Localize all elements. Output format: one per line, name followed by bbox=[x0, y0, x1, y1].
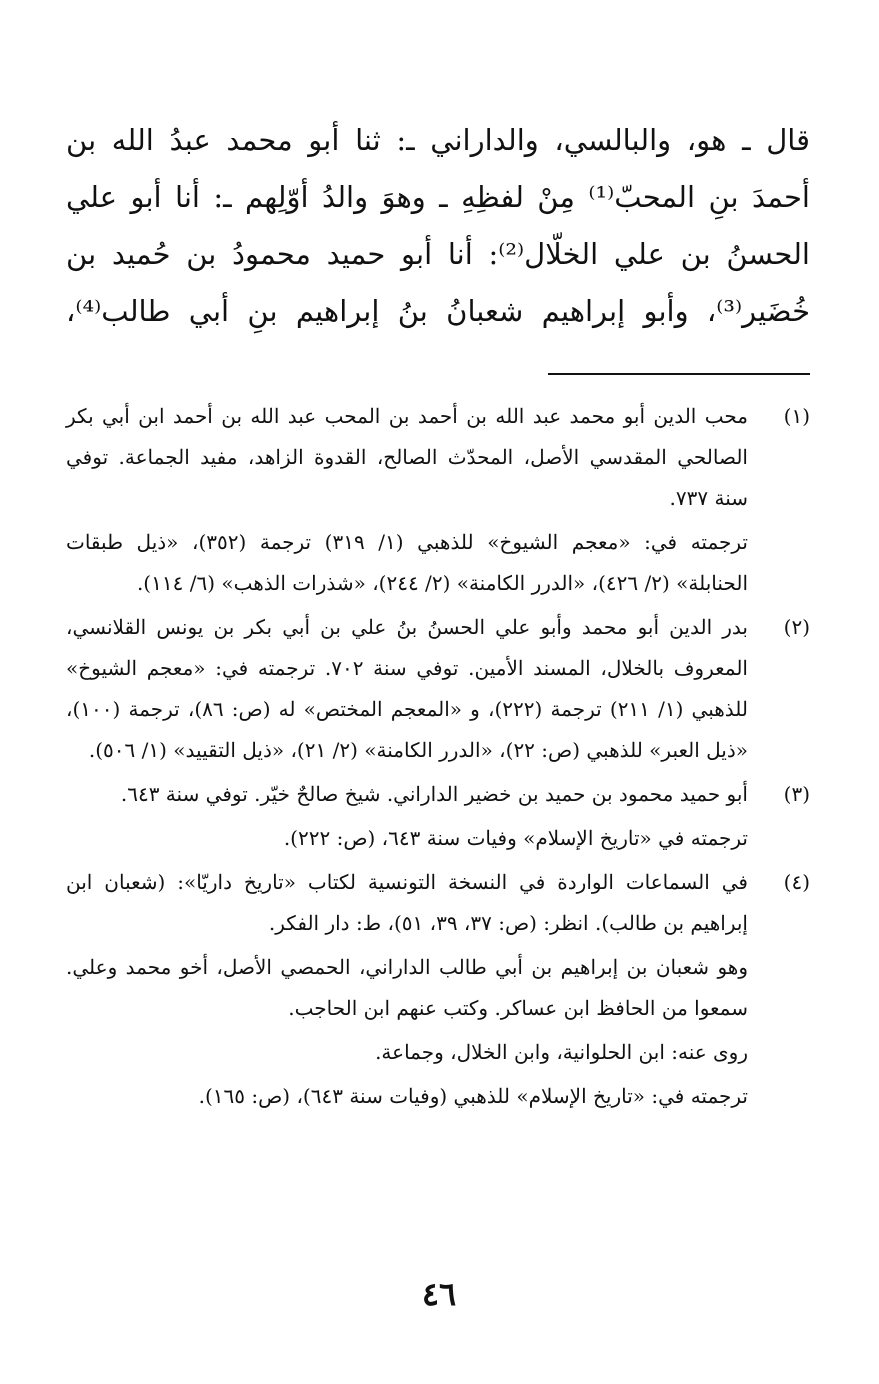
footnote-paragraph: ترجمته في: «معجم الشيوخ» للذهبي (١/ ٣١٩) ترجمة (٣٥٢)، «ذيل طبقات الحنابلة» (٢/ ٤٢٦)، «الدرر الكامنة» (٢/ ٢٤٤)، «شذرات الذهب» (٦/ ١١٤). bbox=[66, 530, 748, 595]
footnote-number: (٣) bbox=[783, 782, 810, 806]
main-text-line: أحمدَ بنِ المحبّ⁽¹⁾ مِنْ لفظِهِ ـ وهوَ والدُ أوّلِهم ـ: أنا أبو علي bbox=[66, 180, 810, 214]
footnote-paragraph: في السماعات الواردة في النسخة التونسية لكتاب «تاريخ داريّا»: (شعبان ابن إبراهيم بن طالب). انظر: (ص: ٣٧، ٣٩، ٥١)، ط: دار الفكر. bbox=[66, 870, 748, 935]
main-text-line: خُضَير⁽³⁾، وأبو إبراهيم شعبانُ بنُ إبراهيم بنِ أبي طالب⁽⁴⁾، bbox=[66, 294, 810, 328]
main-text-line: قال ـ هو، والبالسي، والداراني ـ: ثنا أبو محمد عبدُ الله بن bbox=[66, 123, 810, 157]
footnote-number: (٤) bbox=[783, 870, 810, 894]
footnote-paragraph: ترجمته في: «تاريخ الإسلام» للذهبي (وفيات سنة ٦٤٣)، (ص: ١٦٥). bbox=[198, 1084, 748, 1108]
footnote-1 bbox=[66, 396, 810, 604]
footnote-paragraph: ترجمته في «تاريخ الإسلام» وفيات سنة ٦٤٣، (ص: ٢٢٢). bbox=[283, 826, 748, 850]
footnote-paragraph: روى عنه: ابن الحلوانية، وابن الخلال، وجماعة. bbox=[375, 1040, 748, 1064]
footnote-paragraph: أبو حميد محمود بن حميد بن خضير الداراني. شيخ صالحٌ خيّر. توفي سنة ٦٤٣. bbox=[120, 782, 748, 806]
footnote-number: (٢) bbox=[783, 615, 810, 639]
footnote-3 bbox=[66, 774, 810, 859]
main-text bbox=[66, 112, 810, 340]
footnote-divider bbox=[548, 373, 810, 375]
main-text-line: الحسنُ بن علي الخلّال⁽²⁾: أنا أبو حميد محمودُ بن حُميد بن bbox=[66, 237, 810, 271]
footnotes bbox=[66, 396, 810, 1120]
footnote-paragraph: وهو شعبان بن إبراهيم بن أبي طالب الداراني، الحمصي الأصل، أخو محمد وعلي. سمعوا من الحافظ ابن عساكر. وكتب عنهم ابن الحاجب. bbox=[66, 955, 748, 1020]
footnote-paragraph: محب الدين أبو محمد عبد الله بن أحمد بن المحب عبد الله بن أحمد ابن أبي بكر الصالحي المقدسي الأصل، المحدّث الصالح، القدوة الزاهد، مفيد الجماعة. توفي سنة ٧٣٧. bbox=[66, 404, 748, 510]
footnote-paragraph: بدر الدين أبو محمد وأبو علي الحسنُ بنُ علي بن أبي بكر بن يونس القلانسي، المعروف بالخلال، المسند الأمين. توفي سنة ٧٠٢. ترجمته في: «معجم الشيوخ» للذهبي (١/ ٢١١) ترجمة (٢٢٢)، و «المعجم المختص» له (ص: ٨٦)، ترجمة (١٠٠)، «ذيل العبر» للذهبي (ص: ٢٢)، «الدرر الكامنة» (٢/ ٢١)، «ذيل التقييد» (١/ ٥٠٦). bbox=[66, 615, 749, 762]
footnote-number: (١) bbox=[783, 404, 810, 428]
footnote-4 bbox=[66, 862, 810, 1117]
footnote-2 bbox=[66, 607, 810, 771]
page-number: ٤٦ bbox=[421, 1275, 457, 1313]
